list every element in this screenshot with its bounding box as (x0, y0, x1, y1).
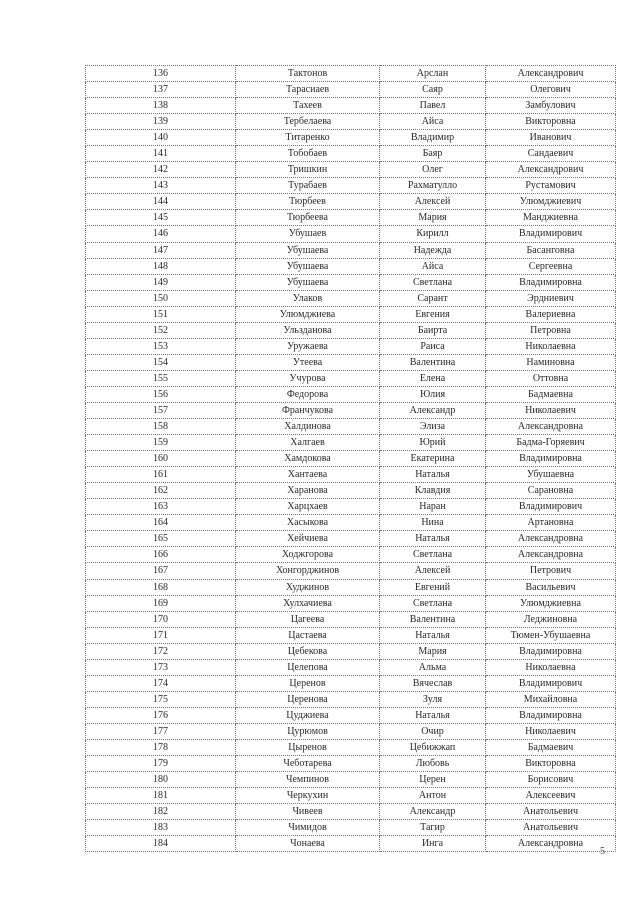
surname-cell: Утеева (236, 354, 380, 370)
patronymic-cell: Васильевич (486, 579, 616, 595)
first-name-cell: Алексей (380, 563, 486, 579)
surname-cell: Черкухин (236, 788, 380, 804)
table-row (86, 114, 616, 130)
patronymic-cell: Викторовна (486, 756, 616, 772)
surname-cell: Убушаева (236, 258, 380, 274)
table-row (86, 739, 616, 755)
patronymic-cell: Николаевич (486, 723, 616, 739)
first-name-cell: Сарант (380, 290, 486, 306)
table-row (86, 402, 616, 418)
first-name-cell: Алексей (380, 194, 486, 210)
table-row (86, 595, 616, 611)
patronymic-cell: Басанговна (486, 242, 616, 258)
first-name-cell: Валентина (380, 611, 486, 627)
names-table-body (86, 66, 616, 852)
surname-cell: Тюрбеев (236, 194, 380, 210)
surname-cell: Чемпинов (236, 772, 380, 788)
row-number-cell: 180 (86, 772, 236, 788)
surname-cell: Чивеев (236, 804, 380, 820)
table-row (86, 338, 616, 354)
surname-cell: Убушаева (236, 274, 380, 290)
row-number-cell: 136 (86, 66, 236, 82)
patronymic-cell: Убушаевна (486, 467, 616, 483)
patronymic-cell: Тюмен-Убушаевна (486, 627, 616, 643)
first-name-cell: Зуля (380, 691, 486, 707)
first-name-cell: Мария (380, 643, 486, 659)
patronymic-cell: Улюмджиевна (486, 595, 616, 611)
first-name-cell: Надежда (380, 242, 486, 258)
table-row (86, 435, 616, 451)
first-name-cell: Владимир (380, 130, 486, 146)
first-name-cell: Баяр (380, 146, 486, 162)
first-name-cell: Саяр (380, 82, 486, 98)
surname-cell: Тарасиаев (236, 82, 380, 98)
first-name-cell: Александр (380, 804, 486, 820)
surname-cell: Церенов (236, 675, 380, 691)
table-row (86, 675, 616, 691)
row-number-cell: 150 (86, 290, 236, 306)
first-name-cell: Александр (380, 402, 486, 418)
patronymic-cell: Бадмаевич (486, 739, 616, 755)
first-name-cell: Раиса (380, 338, 486, 354)
first-name-cell: Вячеслав (380, 675, 486, 691)
patronymic-cell: Александрович (486, 66, 616, 82)
patronymic-cell: Владимировна (486, 643, 616, 659)
patronymic-cell: Александровна (486, 547, 616, 563)
surname-cell: Хонгорджинов (236, 563, 380, 579)
first-name-cell: Очир (380, 723, 486, 739)
row-number-cell: 139 (86, 114, 236, 130)
table-row (86, 820, 616, 836)
table-row (86, 515, 616, 531)
surname-cell: Хасыкова (236, 515, 380, 531)
surname-cell: Убушаева (236, 242, 380, 258)
table-row (86, 707, 616, 723)
row-number-cell: 167 (86, 563, 236, 579)
patronymic-cell: Оттовна (486, 370, 616, 386)
first-name-cell: Инга (380, 836, 486, 852)
first-name-cell: Цебижжап (380, 739, 486, 755)
table-row (86, 563, 616, 579)
table-row (86, 146, 616, 162)
table-row (86, 290, 616, 306)
patronymic-cell: Николаевич (486, 402, 616, 418)
table-row (86, 98, 616, 114)
first-name-cell: Баирта (380, 322, 486, 338)
surname-cell: Тахеев (236, 98, 380, 114)
row-number-cell: 142 (86, 162, 236, 178)
row-number-cell: 141 (86, 146, 236, 162)
table-row (86, 82, 616, 98)
row-number-cell: 174 (86, 675, 236, 691)
row-number-cell: 181 (86, 788, 236, 804)
patronymic-cell: Александровна (486, 836, 616, 852)
first-name-cell: Антон (380, 788, 486, 804)
first-name-cell: Элиза (380, 419, 486, 435)
table-row (86, 804, 616, 820)
table-row (86, 451, 616, 467)
patronymic-cell: Александровна (486, 531, 616, 547)
row-number-cell: 171 (86, 627, 236, 643)
surname-cell: Худжинов (236, 579, 380, 595)
table-row (86, 579, 616, 595)
patronymic-cell: Владимировна (486, 451, 616, 467)
row-number-cell: 137 (86, 82, 236, 98)
first-name-cell: Елена (380, 370, 486, 386)
surname-cell: Церенова (236, 691, 380, 707)
table-row (86, 611, 616, 627)
first-name-cell: Айса (380, 114, 486, 130)
row-number-cell: 182 (86, 804, 236, 820)
row-number-cell: 168 (86, 579, 236, 595)
patronymic-cell: Петрович (486, 563, 616, 579)
patronymic-cell: Николаевна (486, 338, 616, 354)
row-number-cell: 172 (86, 643, 236, 659)
table-row (86, 322, 616, 338)
patronymic-cell: Замбулович (486, 98, 616, 114)
surname-cell: Хейчиева (236, 531, 380, 547)
table-row (86, 226, 616, 242)
row-number-cell: 166 (86, 547, 236, 563)
table-row (86, 643, 616, 659)
surname-cell: Цастаева (236, 627, 380, 643)
patronymic-cell: Владимирович (486, 226, 616, 242)
row-number-cell: 145 (86, 210, 236, 226)
surname-cell: Чеботарева (236, 756, 380, 772)
surname-cell: Ульзданова (236, 322, 380, 338)
row-number-cell: 165 (86, 531, 236, 547)
row-number-cell: 155 (86, 370, 236, 386)
surname-cell: Харцхаев (236, 499, 380, 515)
table-row (86, 210, 616, 226)
table-row (86, 370, 616, 386)
patronymic-cell: Валериевна (486, 306, 616, 322)
first-name-cell: Альма (380, 659, 486, 675)
first-name-cell: Арслан (380, 66, 486, 82)
row-number-cell: 138 (86, 98, 236, 114)
first-name-cell: Любовь (380, 756, 486, 772)
table-row (86, 627, 616, 643)
patronymic-cell: Александрович (486, 162, 616, 178)
first-name-cell: Олег (380, 162, 486, 178)
row-number-cell: 163 (86, 499, 236, 515)
patronymic-cell: Иванович (486, 130, 616, 146)
surname-cell: Франчукова (236, 402, 380, 418)
row-number-cell: 148 (86, 258, 236, 274)
surname-cell: Халдинова (236, 419, 380, 435)
patronymic-cell: Владимирович (486, 499, 616, 515)
table-row (86, 242, 616, 258)
surname-cell: Тришкин (236, 162, 380, 178)
patronymic-cell: Леджиновна (486, 611, 616, 627)
surname-cell: Харанова (236, 483, 380, 499)
table-row (86, 467, 616, 483)
row-number-cell: 179 (86, 756, 236, 772)
first-name-cell: Наран (380, 499, 486, 515)
first-name-cell: Клавдия (380, 483, 486, 499)
surname-cell: Ходжгорова (236, 547, 380, 563)
patronymic-cell: Бадмаевна (486, 386, 616, 402)
row-number-cell: 184 (86, 836, 236, 852)
surname-cell: Учурова (236, 370, 380, 386)
first-name-cell: Церен (380, 772, 486, 788)
table-row (86, 659, 616, 675)
first-name-cell: Светлана (380, 547, 486, 563)
row-number-cell: 173 (86, 659, 236, 675)
patronymic-cell: Олегович (486, 82, 616, 98)
page-number: 5 (600, 846, 605, 857)
row-number-cell: 177 (86, 723, 236, 739)
patronymic-cell: Анатольевич (486, 820, 616, 836)
row-number-cell: 140 (86, 130, 236, 146)
patronymic-cell: Артановна (486, 515, 616, 531)
first-name-cell: Рахматулло (380, 178, 486, 194)
row-number-cell: 160 (86, 451, 236, 467)
surname-cell: Чонаева (236, 836, 380, 852)
patronymic-cell: Анатольевич (486, 804, 616, 820)
surname-cell: Тактонов (236, 66, 380, 82)
table-row (86, 772, 616, 788)
table-row (86, 788, 616, 804)
row-number-cell: 161 (86, 467, 236, 483)
table-row (86, 419, 616, 435)
patronymic-cell: Владимировна (486, 707, 616, 723)
patronymic-cell: Рустамович (486, 178, 616, 194)
patronymic-cell: Сарановна (486, 483, 616, 499)
row-number-cell: 178 (86, 739, 236, 755)
surname-cell: Федорова (236, 386, 380, 402)
first-name-cell: Светлана (380, 274, 486, 290)
first-name-cell: Юрий (380, 435, 486, 451)
table-row (86, 499, 616, 515)
first-name-cell: Евгения (380, 306, 486, 322)
surname-cell: Улюмджиева (236, 306, 380, 322)
surname-cell: Цуджиева (236, 707, 380, 723)
surname-cell: Чимидов (236, 820, 380, 836)
first-name-cell: Мария (380, 210, 486, 226)
patronymic-cell: Манджиевна (486, 210, 616, 226)
patronymic-cell: Владимирович (486, 675, 616, 691)
surname-cell: Цурюмов (236, 723, 380, 739)
first-name-cell: Светлана (380, 595, 486, 611)
first-name-cell: Валентина (380, 354, 486, 370)
table-row (86, 194, 616, 210)
table-row (86, 274, 616, 290)
surname-cell: Улаков (236, 290, 380, 306)
first-name-cell: Наталья (380, 627, 486, 643)
patronymic-cell: Алексеевич (486, 788, 616, 804)
table-row (86, 386, 616, 402)
row-number-cell: 183 (86, 820, 236, 836)
table-row (86, 691, 616, 707)
first-name-cell: Наталья (380, 467, 486, 483)
table-row (86, 756, 616, 772)
patronymic-cell: Сергеевна (486, 258, 616, 274)
row-number-cell: 156 (86, 386, 236, 402)
patronymic-cell: Бадма-Горяевич (486, 435, 616, 451)
row-number-cell: 169 (86, 595, 236, 611)
table-row (86, 258, 616, 274)
surname-cell: Тобобаев (236, 146, 380, 162)
table-row (86, 178, 616, 194)
first-name-cell: Павел (380, 98, 486, 114)
first-name-cell: Тагир (380, 820, 486, 836)
row-number-cell: 159 (86, 435, 236, 451)
first-name-cell: Айса (380, 258, 486, 274)
first-name-cell: Кирилл (380, 226, 486, 242)
first-name-cell: Наталья (380, 707, 486, 723)
first-name-cell: Евгений (380, 579, 486, 595)
row-number-cell: 158 (86, 419, 236, 435)
surname-cell: Уружаева (236, 338, 380, 354)
row-number-cell: 157 (86, 402, 236, 418)
row-number-cell: 153 (86, 338, 236, 354)
table-row (86, 547, 616, 563)
table-row (86, 723, 616, 739)
row-number-cell: 146 (86, 226, 236, 242)
table-row (86, 66, 616, 82)
patronymic-cell: Николаевна (486, 659, 616, 675)
names-table (85, 65, 616, 852)
surname-cell: Хамдокова (236, 451, 380, 467)
row-number-cell: 144 (86, 194, 236, 210)
row-number-cell: 154 (86, 354, 236, 370)
table-row (86, 130, 616, 146)
patronymic-cell: Александровна (486, 419, 616, 435)
table-row (86, 354, 616, 370)
surname-cell: Цыренов (236, 739, 380, 755)
table-row (86, 162, 616, 178)
first-name-cell: Нина (380, 515, 486, 531)
surname-cell: Целепова (236, 659, 380, 675)
surname-cell: Хулхачиева (236, 595, 380, 611)
table-row (86, 306, 616, 322)
table-row (86, 531, 616, 547)
surname-cell: Цебекова (236, 643, 380, 659)
first-name-cell: Юлия (380, 386, 486, 402)
row-number-cell: 147 (86, 242, 236, 258)
row-number-cell: 162 (86, 483, 236, 499)
row-number-cell: 175 (86, 691, 236, 707)
row-number-cell: 170 (86, 611, 236, 627)
surname-cell: Турабаев (236, 178, 380, 194)
patronymic-cell: Михайловна (486, 691, 616, 707)
surname-cell: Тюрбеева (236, 210, 380, 226)
surname-cell: Убушаев (236, 226, 380, 242)
row-number-cell: 151 (86, 306, 236, 322)
patronymic-cell: Сандаевич (486, 146, 616, 162)
patronymic-cell: Владимировна (486, 274, 616, 290)
surname-cell: Тербелаева (236, 114, 380, 130)
patronymic-cell: Петровна (486, 322, 616, 338)
patronymic-cell: Викторовна (486, 114, 616, 130)
row-number-cell: 176 (86, 707, 236, 723)
patronymic-cell: Наминовна (486, 354, 616, 370)
surname-cell: Цагеева (236, 611, 380, 627)
table-row (86, 836, 616, 852)
row-number-cell: 143 (86, 178, 236, 194)
patronymic-cell: Улюмджиевич (486, 194, 616, 210)
first-name-cell: Наталья (380, 531, 486, 547)
row-number-cell: 149 (86, 274, 236, 290)
first-name-cell: Екатерина (380, 451, 486, 467)
surname-cell: Халгаев (236, 435, 380, 451)
row-number-cell: 152 (86, 322, 236, 338)
surname-cell: Хантаева (236, 467, 380, 483)
row-number-cell: 164 (86, 515, 236, 531)
patronymic-cell: Эрдниевич (486, 290, 616, 306)
patronymic-cell: Борисович (486, 772, 616, 788)
table-row (86, 483, 616, 499)
surname-cell: Титаренко (236, 130, 380, 146)
